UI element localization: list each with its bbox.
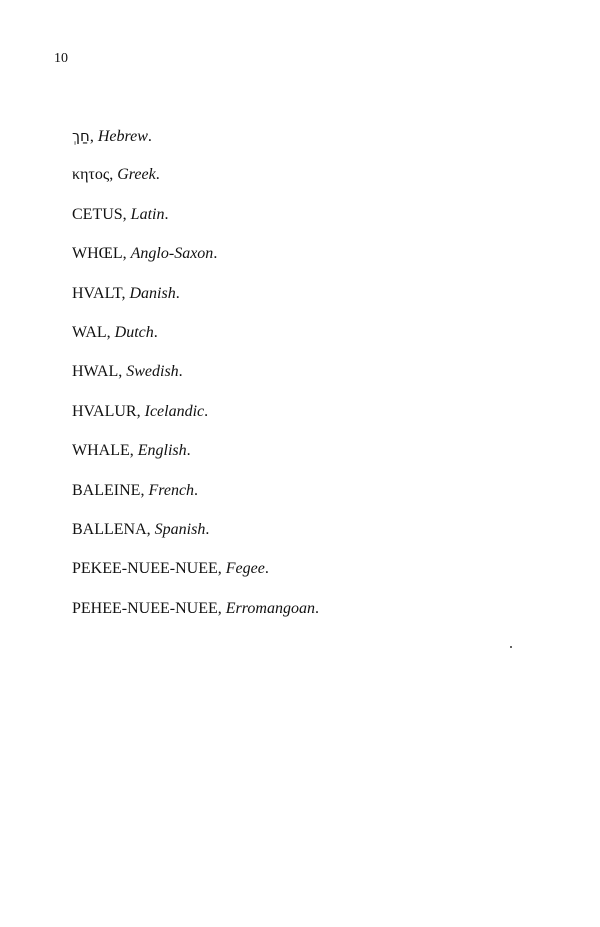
entry-word: CETUS [72, 205, 123, 223]
entry-latin [72, 204, 319, 243]
entry-separator: , [136, 402, 145, 420]
entry-anglo-saxon [72, 243, 319, 282]
entry-end: . [153, 323, 158, 341]
entry-word: BALEINE [72, 481, 141, 499]
entry-language: Spanish [154, 520, 206, 538]
entry-language: Latin [130, 205, 165, 223]
entry-language: Icelandic [144, 402, 205, 420]
entry-separator: , [106, 323, 115, 341]
entry-end: . [186, 442, 191, 460]
entry-erromangoan [72, 598, 319, 637]
entry-dutch [72, 322, 319, 361]
entry-end: . [314, 599, 319, 617]
entry-english [72, 440, 319, 479]
entry-word: PEKEE-NUEE-NUEE [72, 560, 218, 578]
entry-end: . [194, 481, 199, 499]
entry-word: HVALUR [72, 402, 137, 420]
entry-separator: , [89, 128, 98, 145]
entry-end: . [264, 560, 269, 578]
entry-language: English [137, 442, 187, 460]
entry-separator: , [217, 599, 226, 617]
entry-word: BALLENA [72, 520, 147, 538]
entry-fegee [72, 558, 319, 597]
entry-separator: , [118, 363, 127, 381]
entry-french [72, 480, 319, 519]
entry-end: . [155, 166, 160, 184]
entry-danish [72, 283, 319, 322]
entry-language: Greek [117, 166, 156, 184]
entry-language: French [148, 481, 195, 499]
entry-swedish [72, 361, 319, 400]
entry-end: . [204, 402, 209, 420]
stray-dot-mark [510, 646, 512, 648]
entry-word: WHŒL [72, 245, 123, 263]
entry-word: κητος [72, 166, 110, 184]
entry-separator: , [129, 442, 138, 460]
entry-separator: , [146, 520, 155, 538]
entry-language: Danish [129, 284, 176, 302]
entry-word: WHALE [72, 442, 130, 460]
entry-end: . [213, 245, 218, 263]
entry-icelandic [72, 401, 319, 440]
entry-language: Dutch [114, 323, 154, 341]
entry-word: PEHEE-NUEE-NUEE [72, 599, 218, 617]
entry-language: Anglo-Saxon [130, 245, 214, 263]
entry-word: חַךְ [72, 127, 90, 145]
entry-language: Fegee [225, 560, 265, 578]
entry-word: WAL [72, 323, 107, 341]
entry-language: Hebrew [97, 128, 148, 145]
entry-hebrew [72, 125, 319, 164]
entry-separator: , [122, 205, 131, 223]
page-number: 10 [54, 51, 68, 66]
entry-word: HVALT [72, 284, 122, 302]
entry-end: . [178, 363, 183, 381]
entry-separator: , [121, 284, 130, 302]
entry-language: Erromangoan [225, 599, 315, 617]
entry-separator: , [109, 166, 118, 184]
entry-end: . [175, 284, 180, 302]
entry-separator: , [217, 560, 226, 578]
entry-end: . [164, 205, 169, 223]
entry-language: Swedish [126, 363, 179, 381]
entry-separator: , [122, 245, 131, 263]
entry-end: . [147, 128, 152, 145]
entry-spanish [72, 519, 319, 558]
entry-separator: , [140, 481, 149, 499]
entry-end: . [205, 520, 210, 538]
entry-greek [72, 164, 319, 203]
etymology-list [72, 125, 319, 637]
entry-word: HWAL [72, 363, 119, 381]
